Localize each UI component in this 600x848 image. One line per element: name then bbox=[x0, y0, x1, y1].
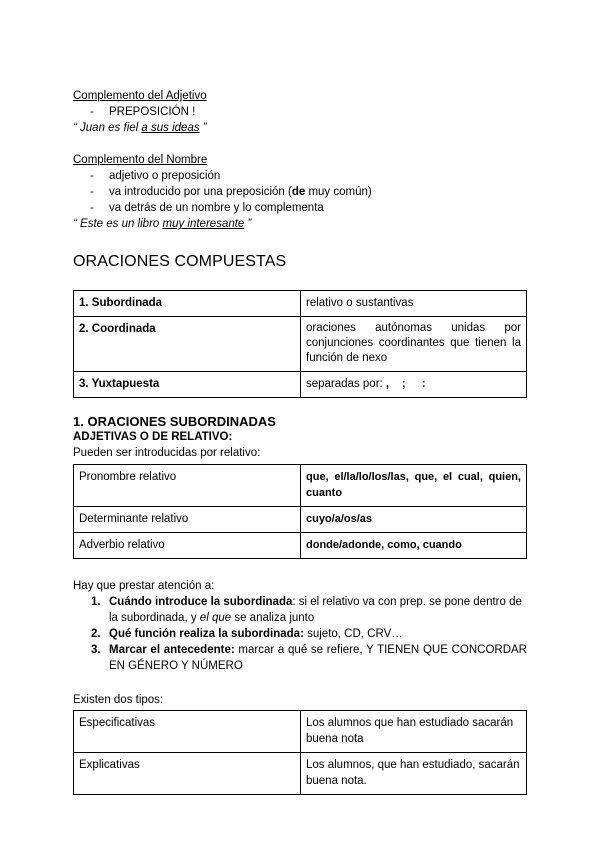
table-row bbox=[74, 533, 527, 559]
example-text: ” bbox=[244, 218, 252, 230]
list-text: muy común) bbox=[305, 186, 372, 198]
list-item bbox=[73, 642, 527, 674]
list-item bbox=[73, 184, 527, 200]
list-text: marcar a qué se refiere, Y TIENEN QUE CONCORDAR EN GÉNERO Y NÚMERO bbox=[109, 644, 527, 672]
table-cell: 2. Coordinada bbox=[74, 317, 301, 372]
list-number: 1. bbox=[91, 596, 101, 608]
types-table bbox=[73, 290, 527, 398]
example-text: “ Juan es fiel bbox=[73, 122, 142, 134]
list-item: - adjetivo o preposición bbox=[73, 168, 527, 184]
list-text: se analiza junto bbox=[231, 612, 315, 624]
atencion-section bbox=[73, 578, 527, 674]
tipos-intro: Existen dos tipos: bbox=[73, 694, 164, 706]
adjetivo-example bbox=[73, 120, 527, 136]
table-cell bbox=[301, 372, 527, 398]
complemento-nombre-section bbox=[73, 152, 527, 232]
table-cell: cuyo/a/os/as bbox=[301, 507, 527, 533]
table-row bbox=[74, 372, 527, 398]
table-row bbox=[74, 507, 527, 533]
example-text: “ Este es un libro bbox=[73, 218, 163, 230]
table-cell: Pronombre relativo bbox=[74, 465, 301, 507]
table-row bbox=[74, 291, 527, 317]
section-intro: Pueden ser introducidas por relativo: bbox=[73, 447, 261, 459]
nombre-list bbox=[73, 168, 527, 216]
example-underlined: muy interesante bbox=[162, 218, 245, 230]
list-bold: Marcar el antecedente: bbox=[109, 644, 235, 656]
cell-text: separadas por: bbox=[306, 378, 386, 390]
example-underlined: a sus ideas bbox=[141, 122, 200, 134]
table-cell: 3. Yuxtapuesta bbox=[74, 372, 301, 398]
table-row bbox=[74, 711, 527, 753]
complemento-adjetivo-heading: Complemento del Adjetivo bbox=[73, 90, 207, 102]
table-cell: Los alumnos, que han estudiado, sacarán buena nota. bbox=[301, 753, 527, 795]
section-subtitle: ADJETIVAS O DE RELATIVO: bbox=[73, 431, 233, 443]
table-cell: oraciones autónomas unidas por conjunciones coordinantes que tienen la función de nexo bbox=[301, 317, 527, 372]
table-row bbox=[74, 753, 527, 795]
section-title: 1. ORACIONES SUBORDINADAS bbox=[73, 414, 276, 429]
table-cell: donde/adonde, como, cuando bbox=[301, 533, 527, 559]
table-row bbox=[74, 317, 527, 372]
table-cell: Especificativas bbox=[74, 711, 301, 753]
table-cell: Explicativas bbox=[74, 753, 301, 795]
nombre-example bbox=[73, 216, 527, 232]
table-cell: Determinante relativo bbox=[74, 507, 301, 533]
list-text: : si el relativo va con prep. se pone dentro de la subordinada, y bbox=[109, 596, 522, 624]
complemento-adjetivo-section bbox=[73, 88, 527, 136]
list-bold: de bbox=[291, 186, 306, 198]
list-italic: el que bbox=[199, 612, 232, 624]
list-text: sujeto, CD, CRV… bbox=[303, 628, 403, 640]
table-row bbox=[74, 465, 527, 507]
table-cell: relativo o sustantivas bbox=[301, 291, 527, 317]
tipos-table bbox=[73, 710, 527, 795]
table-cell: Los alumnos que han estudiado sacarán buena nota bbox=[301, 711, 527, 753]
table-cell: Adverbio relativo bbox=[74, 533, 301, 559]
list-item bbox=[73, 594, 527, 626]
example-text: ” bbox=[199, 122, 207, 134]
list-bold: Cuándo introduce la subordinada bbox=[109, 596, 293, 608]
list-item: - va detrás de un nombre y lo complementa bbox=[73, 200, 527, 216]
separators: , ; : bbox=[385, 378, 426, 390]
adjetivo-list bbox=[73, 104, 527, 120]
table-cell: 1. Subordinada bbox=[74, 291, 301, 317]
atencion-intro: Hay que prestar atención a: bbox=[73, 580, 215, 592]
list-item bbox=[73, 626, 527, 642]
document-page bbox=[73, 88, 527, 795]
list-number: 3. bbox=[91, 644, 101, 656]
complemento-nombre-heading: Complemento del Nombre bbox=[73, 154, 208, 166]
relativos-table bbox=[73, 464, 527, 559]
table-cell: que, el/la/lo/los/las, que, el cual, quien, cuanto bbox=[301, 465, 527, 507]
list-text: va introducido por una preposición ( bbox=[109, 186, 292, 198]
list-number: 2. bbox=[91, 628, 101, 640]
list-bold: Qué función realiza la subordinada: bbox=[109, 628, 304, 640]
list-item: - PREPOSICIÓN ! bbox=[73, 104, 527, 120]
page-title: ORACIONES COMPUESTAS bbox=[73, 253, 287, 270]
atencion-list bbox=[73, 594, 527, 674]
